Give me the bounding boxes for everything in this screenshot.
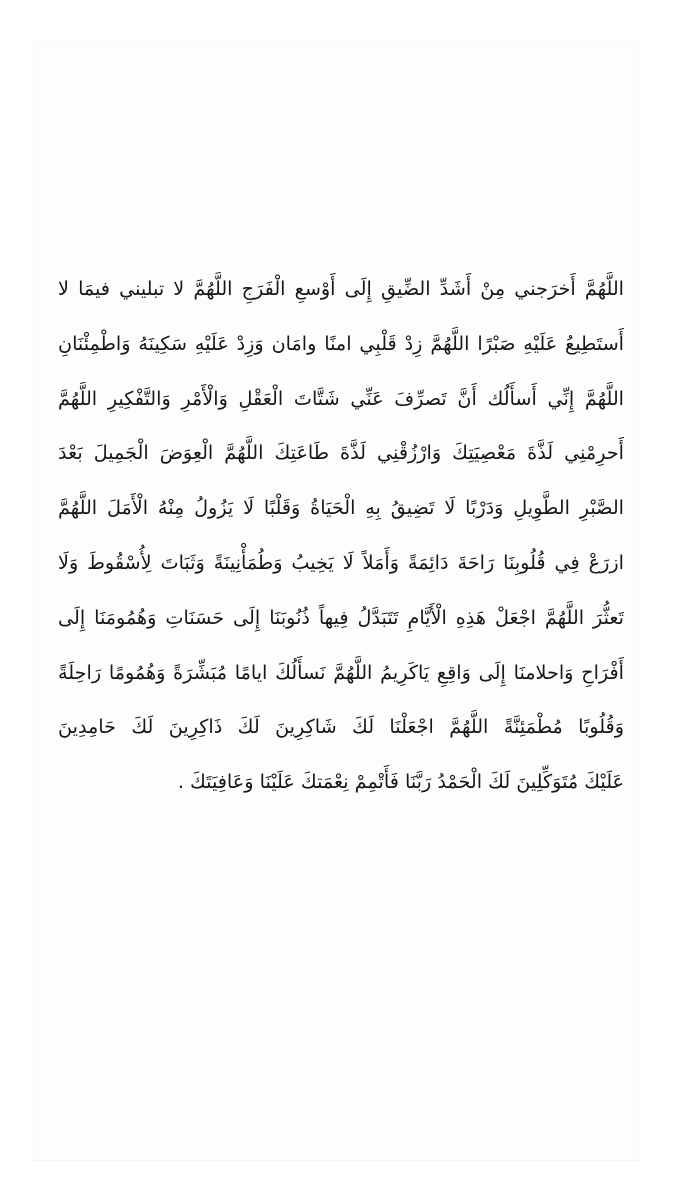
prayer-line-4: أَحرِمْنِي لَذَّةَ مَعْصِيَتِكَ وَارْزُقْنِي لَذَّةَ طَاعَتِكَ اللَّهُمَّ الْعِوَضَ الْجَمِيلَ بَعْدَ [58,441,624,465]
prayer-line-1: اللَّهُمَّ أَخرَجني مِنْ أَشَدِّ الضِّيقِ إِلَى أَوْسعِ الْفَرَجِ اللَّهُمَّ لا تبليني فيمَا لا [58,277,624,300]
prayer-line-8: أَفْرَاحِ وَاحلامنَا إِلَى وَاقِعِ يَاكَرِيمُ اللَّهُمَّ نَسأَلُكَ ايامًا مُبَشِّرَةً وَهُمُومًا رَاحِلَةً [58,660,624,684]
prayer-text-block [58,262,624,810]
prayer-line-7: تَعثُّرَ اللَّهُمَّ اجْعَلْ هَذِهِ الْأَيَّامِ تَتَبَدَّلُ فِيهاً ذُنُوبَنَا إِلَى حَسَنَاتِ وَهُمُومَنَا إِلَى [58,605,624,629]
prayer-line-2: أَستَطِيعُ عَلَيْهِ صَبْرًا اللَّهُمَّ زِدْ قَلْبِي امنًا وامَان وَزِدْ عَلَيْهِ سَكِينَهُ وَاطْمِئْنَانِ [58,331,624,355]
prayer-line-10: عَلَيْكَ مُتَوَكِّلِينَ لَكَ الْحَمْدُ رَبَّنَا فَأَتْمِمْ نِعْمَتكَ عَلَيْنَا وَعَافِيَتَكَ . [177,770,624,794]
prayer-line-3: اللَّهُمَّ إِنِّي أَسأَلُك أَنَّ تَصرِّفَ عَنِّي شَتَّاتَ الْعَقْلِ وَالْأَمْرِ وَالتَّفْكِيرِ اللَّهُمَّ [58,386,624,410]
prayer-line-9: وَقُلُوبًا مُطْمَئِنَّةً اللَّهُمَّ اجْعَلْنَا لَكَ شَاكِرِينَ لَكَ ذَاكِرِينَ لَكَ حَامِدِينَ [58,715,624,739]
prayer-line-5: الصَّبْرِ الطَّوِيلِ وَدَرْبًا لَا تَضِيقُ بِهِ الْحَيَاةُ وَقَلْبًا لَا يَزُولُ مِنْهُ الْأَمَلَ اللَّهُمَّ [58,496,624,520]
prayer-line-6: ازرَعْ فِي قُلُوبِنَا رَاحَةَ دَائِمَةً وَأَمَلاً لَا يَخِيبُ وَطُمَأْنِينَةً وَثَبَاتَ لِأُسْقُوطَ وَلَا [58,550,624,574]
